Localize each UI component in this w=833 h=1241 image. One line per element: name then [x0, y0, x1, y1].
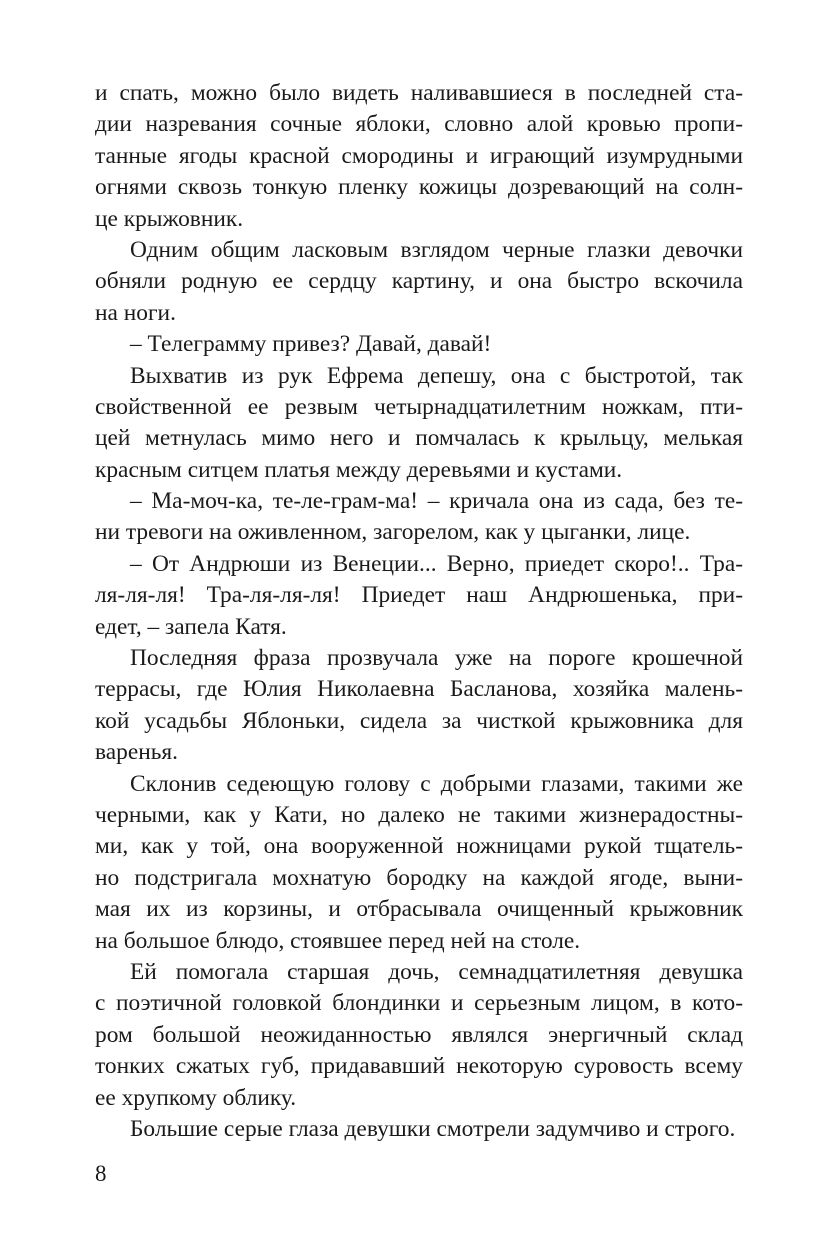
text-line: обняли родную ее сердцу картину, и она быстро вскочила — [95, 268, 743, 295]
text-line: но подстригала мохнатую бородку на каждой ягоде, выни- — [95, 864, 743, 891]
text-line: ля-ля-ля! Тра-ля-ля-ля! Приедет наш Андрюшенька, при- — [95, 582, 743, 609]
paragraph — [95, 643, 743, 769]
text-line: Выхватив из рук Ефрема депешу, она с быстротой, так — [130, 362, 743, 389]
paragraph — [95, 78, 743, 235]
text-line: мая их из корзины, и отбрасывала очищенный крыжовник — [95, 896, 743, 923]
paragraph — [95, 329, 743, 360]
paragraph — [95, 1114, 743, 1145]
text-line: кой усадьбы Яблоньки, сидела за чисткой крыжовника для — [95, 707, 743, 734]
text-line: – От Андрюши из Венеции... Верно, приедет скоро!.. Тра- — [130, 550, 743, 577]
text-line: на большое блюдо, стоявшее перед ней на столе. — [95, 927, 581, 954]
text-line: с поэтичной головкой блондинки и серьезным лицом, в кото- — [95, 990, 743, 1017]
text-line: огнями сквозь тонкую пленку кожицы дозревающий на солн- — [95, 174, 743, 201]
text-line: едет, – запела Катя. — [95, 613, 287, 640]
text-line: тонких сжатых губ, придававший некоторую суровость всему — [95, 1053, 743, 1080]
text-line: Последняя фраза прозвучала уже на пороге крошечной — [130, 645, 743, 672]
paragraph — [95, 769, 743, 957]
text-line: на ноги. — [95, 299, 176, 326]
text-line: Склонив седеющую голову с добрыми глазами, такими же — [130, 770, 743, 797]
page-number: 8 — [95, 1161, 107, 1186]
text-line: – Ма-моч-ка, те-ле-грам-ма! – кричала она из сада, без те- — [130, 488, 743, 515]
text-line: свойственной ее резвым четырнадцатилетним ножкам, пти- — [95, 393, 743, 420]
text-line: ми, как у той, она вооруженной ножницами рукой тщатель- — [95, 833, 743, 860]
text-line: Большие серые глаза девушки смотрели задумчиво и строго. — [130, 1115, 736, 1142]
text-line: варенья. — [95, 739, 178, 766]
text-line: и спать, можно было видеть наливавшиеся в последней ста- — [95, 80, 743, 106]
paragraph — [95, 235, 743, 329]
paragraph — [95, 486, 743, 549]
text-line: черными, как у Кати, но далеко не такими жизнерадостны- — [95, 801, 743, 828]
paragraph — [95, 957, 743, 1114]
text-line: красным ситцем платья между деревьями и кустами. — [95, 456, 623, 483]
text-line: танные ягоды красной смородины и играющий изумрудными — [95, 142, 743, 169]
text-line: террасы, где Юлия Николаевна Басланова, хозяйка малень- — [95, 676, 743, 703]
text-line: ром большой неожиданностью являлся энергичный склад — [95, 1021, 743, 1048]
text-line: цей метнулась мимо него и помчалась к крыльцу, мелькая — [95, 425, 743, 452]
text-line: дии назревания сочные яблоки, словно алой кровью пропи- — [95, 111, 743, 138]
page-body — [95, 78, 743, 1145]
text-line: Ей помогала старшая дочь, семнадцатилетняя девушка — [130, 958, 743, 985]
text-line: ее хрупкому облику. — [95, 1084, 297, 1111]
text-line: ни тревоги на оживленном, загорелом, как у цыганки, лице. — [95, 519, 691, 546]
text-line: це крыжовник. — [95, 205, 244, 232]
paragraph — [95, 361, 743, 487]
paragraph — [95, 549, 743, 643]
text-line: Одним общим ласковым взглядом черные глазки девочки — [130, 236, 743, 263]
text-line: – Телеграмму привез? Давай, давай! — [130, 331, 492, 358]
